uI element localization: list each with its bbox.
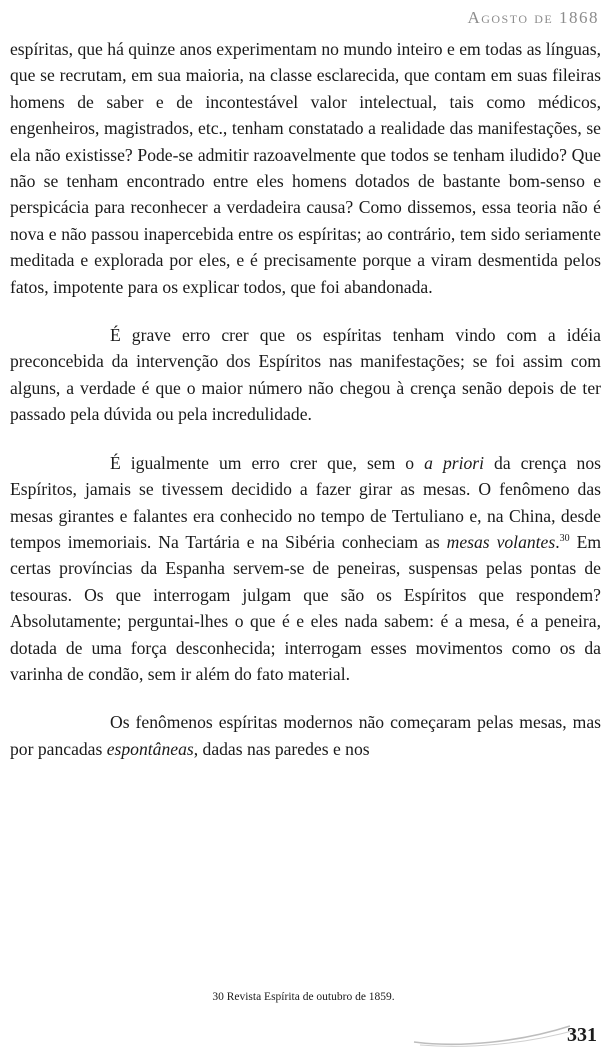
paragraph-4-text-a: Os fenômenos espíritas modernos não começaram pelas mesas, mas por pancadas (10, 712, 601, 759)
paragraph-3-text-c: Em certas províncias da Espanha servem-se de peneiras, suspensas pelas pontas de tesouras. Os que interrogam julgam que são os Espíritos que respondem? Absolutamente; perguntai-lhes o que é e eles nada sabem: é a mesa, é a peneira, dotada de uma força desconhecida; interrogam esses movimentos como os da varinha de condão, sem ir além do fato material. (10, 531, 602, 684)
paragraph-4-text-b: , dadas nas paredes e nos (193, 738, 370, 759)
decorative-swoosh-icon (410, 1018, 580, 1048)
footnote: 30 Revista Espírita de outubro de 1859. (212, 991, 395, 1003)
italic-espontaneas: espontâneas (106, 738, 194, 759)
italic-mesas-volantes: mesas volantes (446, 531, 556, 552)
paragraph-3: É igualmente um erro crer que, sem o a priori da crença nos Espíritos, jamais se tivessem decidido a fazer girar as mesas. O fenômeno das mesas girantes e falantes era conhecido no tempo de Tertuliano e, na China, desde tempos imemoriais. Na Tartária e na Sibéria conheciam as mesas volantes.$^{30}$ Em certas províncias da Espanha servem-se de peneiras, suspensas pelas pontas de tesouras. Os que interrogam julgam que são os Espíritos que respondem? Absolutamente; perguntai-lhes o que é e eles nada sabem: é a mesa, é a peneira, dotada de uma força desconhecida; interrogam esses movimentos como os da varinha de condão, sem ir além do fato material. (10, 452, 602, 684)
paragraph-1: espíritas, que há quinze anos experimentam no mundo inteiro e em todas as línguas, que se recrutam, em sua maioria, na classe esclarecida, que contam em suas fileiras homens de saber e de incontestável valor intelectual, tais como médicos, engenheiros, magistrados, etc., tenham constatado a realidade das manifestações, se ela não existisse? Pode-se admitir razoavelmente que todos se tenham iludido? Que não se tenham encontrado entre eles homens dotados de bastante bom-senso e perspicácia para reconhecer a verdadeira causa? Como dissemos, essa teoria não é nova e não passou inapercebida entre os espíritas; ao contrário, tem sido seriamente meditada e explorada por eles, e é precisamente porque a viram desmentida pelos fatos, impotente para os explicar todos, que foi abandonada. (10, 39, 601, 297)
page-body (10, 36, 601, 762)
paragraph-3-text-a: É igualmente um erro crer que, sem o (110, 452, 425, 473)
paragraph-2: É grave erro crer que os espíritas tenham vindo com a idéia preconcebida da intervenção dos Espíritos nas manifestações; se foi assim com alguns, a verdade é que o maior número não chegou à crença senão depois de ter passado pela dúvida ou pela incredulidade. (10, 325, 601, 425)
paragraph-4 (10, 709, 601, 762)
page-number: 331 (567, 1024, 597, 1046)
paragraph-3-text-b: da crença nos Espíritos, jamais se tivessem decidido a fazer girar as mesas. O fenômeno das mesas girantes e falantes era conhecido no tempo de Tertuliano e, na China, desde tempos imemoriais. Na Tartária e na Sibéria conheciam as (10, 452, 602, 552)
footnote-reference[interactable]: 30 (559, 533, 570, 545)
italic-a-priori: a priori (424, 452, 485, 473)
running-head: Agosto de 1868 (467, 8, 599, 27)
